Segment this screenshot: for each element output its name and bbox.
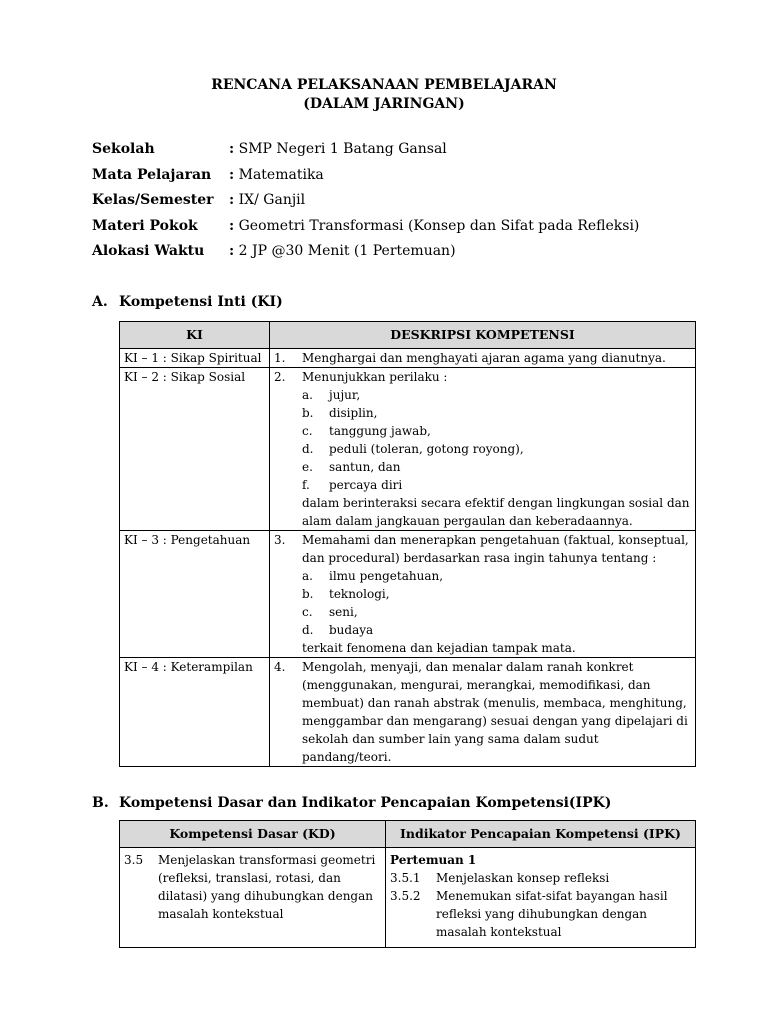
item-number: 2. (274, 370, 286, 384)
section-a-heading (92, 294, 283, 310)
ipk-text: Menemukan sifat-sifat bayangan hasil refleksi yang dihubungkan dengan masalah kontekstual (436, 889, 668, 939)
ki-description: Mengolah, menyaji, dan menalar dalam ranah konkret (menggunakan, mengurai, merangkai, memodifikasi, dan membuat) dan ranah abstrak (menulis, membaca, menghitung, menggambar dan mengarang) sesuai dengan yang dipelajari di sekolah dan sumber lain yang sama dalam sudut pandang/teori. (302, 660, 688, 764)
meeting-label: Pertemuan 1 (390, 853, 477, 867)
ipk-number: 3.5.1 (390, 871, 421, 885)
section-title: Kompetensi Dasar dan Indikator Pencapaian Kompetensi(IPK) (119, 795, 612, 811)
identity-key: Sekolah (92, 141, 155, 157)
column-header: DESKRIPSI KOMPETENSI (270, 322, 696, 349)
identity-key: Kelas/Semester (92, 192, 214, 209)
column-header: KI (120, 322, 270, 349)
identity-separator: : (229, 141, 235, 157)
identity-value: SMP Negeri 1 Batang Gansal (238, 141, 447, 157)
column-header: Indikator Pencapaian Kompetensi (IPK) (386, 821, 696, 848)
ki-description: Menghargai dan menghayati ajaran agama yang dianutnya. (302, 351, 666, 365)
ipk-item (390, 887, 691, 941)
table-row (120, 349, 696, 368)
list-item: a. jujur, (302, 388, 361, 402)
table-header-row (120, 322, 696, 349)
identity-separator: : (229, 243, 235, 260)
list-item: e. santun, dan (302, 460, 401, 474)
kd-number: 3.5 (124, 853, 144, 867)
section-b-heading (92, 795, 611, 811)
section-title: Kompetensi Inti (KI) (119, 294, 283, 310)
list-item: a. ilmu pengetahuan, (302, 569, 444, 583)
ki-description-after: terkait fenomena dan kejadian tampak mata. (302, 641, 576, 655)
ki-description: Memahami dan menerapkan pengetahuan (faktual, konseptual, dan procedural) berdasarkan rasa ingin tahunya tentang : (302, 533, 689, 565)
document-title: RENCANA PELAKSANAAN PEMBELAJARAN (211, 77, 557, 93)
document-subtitle: (DALAM JARINGAN) (303, 96, 465, 112)
ipk-number: 3.5.2 (390, 889, 421, 903)
identity-key: Alokasi Waktu (92, 243, 205, 260)
list-item: b. teknologi, (302, 587, 390, 601)
ki-description: Menunjukkan perilaku : (302, 370, 448, 384)
table-header-row (120, 821, 696, 848)
list-item: f. percaya diri (302, 478, 403, 492)
list-item: c. seni, (302, 605, 358, 619)
ki-label: KI – 3 : Pengetahuan (120, 531, 270, 658)
list-item: d. budaya (302, 623, 374, 637)
identity-value: 2 JP @30 Menit (1 Pertemuan) (238, 243, 456, 260)
ki-label: KI – 4 : Keterampilan (120, 658, 270, 767)
list-item: b. disiplin, (302, 406, 378, 420)
table-row (120, 368, 696, 531)
kd-ipk-table (119, 820, 696, 948)
kd-description: Menjelaskan transformasi geometri (refleksi, translasi, rotasi, dan dilatasi) yang dihubungkan dengan masalah kontekstual (158, 853, 376, 921)
identity-separator: : (229, 217, 235, 234)
list-item: d. peduli (toleran, gotong royong), (302, 442, 524, 456)
identity-separator: : (229, 192, 235, 209)
ipk-text: Menjelaskan konsep refleksi (436, 871, 610, 885)
list-item: c. tanggung jawab, (302, 424, 431, 438)
ki-label: KI – 1 : Sikap Spiritual (120, 349, 270, 368)
identity-key: Mata Pelajaran (92, 166, 212, 183)
identity-key: Materi Pokok (92, 217, 198, 234)
ipk-item (390, 869, 691, 887)
identity-value: Matematika (238, 166, 324, 183)
identity-value: Geometri Transformasi (Konsep dan Sifat pada Refleksi) (238, 217, 640, 234)
ki-label: KI – 2 : Sikap Sosial (120, 368, 270, 531)
item-number: 1. (274, 351, 286, 365)
item-number: 4. (274, 660, 286, 674)
identity-separator: : (229, 166, 235, 183)
table-row (120, 848, 696, 948)
ki-description-after: dalam berinteraksi secara efektif dengan lingkungan sosial dan alam dalam jangkauan pergaulan dan keberadaannya. (302, 496, 690, 528)
section-letter: A. (92, 294, 108, 310)
identity-value: IX/ Ganjil (238, 192, 306, 209)
table-row (120, 531, 696, 658)
column-header: Kompetensi Dasar (KD) (120, 821, 386, 848)
item-number: 3. (274, 533, 286, 547)
section-letter: B. (92, 795, 109, 811)
ki-table (119, 321, 696, 767)
table-row (120, 658, 696, 767)
